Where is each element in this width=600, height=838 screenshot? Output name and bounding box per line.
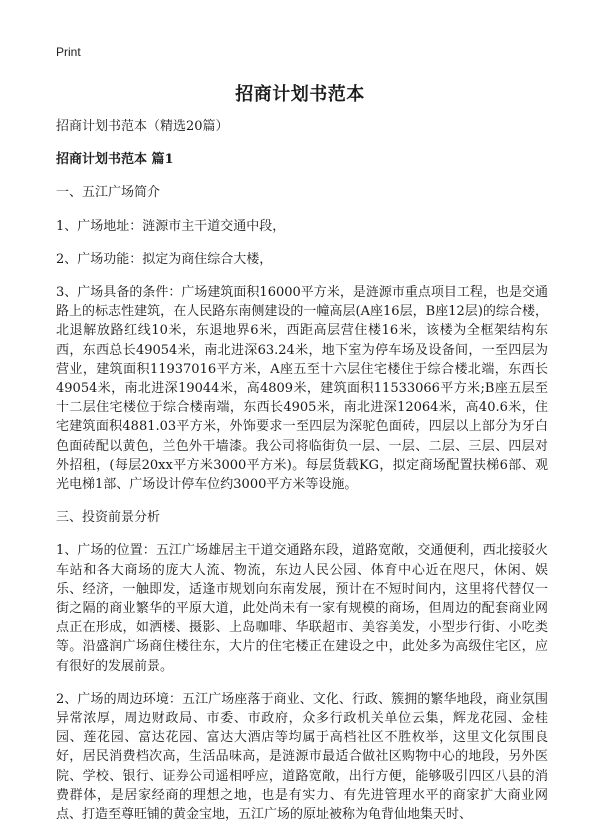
- page-title: 招商计划书范本: [235, 84, 365, 105]
- article-heading: 招商计划书范本 篇1: [56, 152, 174, 168]
- paragraph: 1、广场地址：涟源市主干道交通中段，: [56, 218, 286, 234]
- section-heading: 三、投资前景分析: [56, 510, 161, 526]
- document-body: [56, 117, 548, 838]
- paragraph: 3、广场具备的条件：广场建筑面积16000平方米，是涟源市重点项目工程，也是交通路上的标志性建筑，在人民路东南侧建设的一幢高层(A座16层，B座12层)的综合楼，北退解放路红线10米，东退地界6米，西距高层营住楼16米，该楼为全框架结构东西，东西总长49054米，南北进深63.24米，地下室为停车场及设备间，一至四层为营业，建筑面积11937016平方米，A座五至十六层住宅楼住于综合楼北端，东西长49054米，南北进深19044米，高4809米，建筑面积11533066平方米;B座五层至十二层住宅楼位于综合楼南端，东西长4905米，南北进深12064米，高40.6米，住宅建筑面积4881.03平方米，外饰要求一至四层为深驼色面砖，四层以上部分为牙白色面砖配以黄色，兰色外干墙漆。我公司将临街负一层、一层、二层、三层、四层对外招租，(每层20xx平方米3000平方米)。每层货载KG，拟定商场配置扶梯6部、观光电梯1部、广场设计停车位约3000平方米等设施。: [56, 285, 548, 493]
- paragraph: 2、广场功能：拟定为商住综合大楼，: [56, 251, 273, 267]
- paragraph: 2、广场的周边环境：五江广场座落于商业、文化、行政、簇拥的繁华地段，商业氛围异常浓厚，周边财政局、市委、市政府，众多行政机关单位云集，辉龙花园、金桂园、莲花园、富达花园、富达大酒店等均属于高档社区不胜枚举，这里文化氛围良好，居民消费档次高，生活品味高，是涟源市最适合做社区购物中心的地段，另外医院、学校、银行、证券公司遥相呼应，道路宽敞，出行方便，能够吸引四区八县的消费群体，是居家经商的理想之地，也是有实力、有先进管理水平的商家扩大商业网点、打造至尊旺铺的黄金宝地，五江广场的原址被称为龟背仙地集天时、: [56, 691, 548, 823]
- paragraph: 1、广场的位置：五江广场雄居主干道交通路东段，道路宽敞，交通便利，西北接驳火车站和各大商场的庞大人流、物流，东边人民公园、体育中心近在咫尺，休闲、娱乐、经济，一触即发，适逢市规划向东南发展，预计在不短时间内，这里将代替仅一街之隔的商业繁华的平原大道，此处尚未有一家有规模的商场，但周边的配套商业网点正在形成，如洒楼、摄影、上岛咖啡、华联超市、美容美发，小型步行街、小吃类等。沿盛润广场商住楼往东，大片的住宅楼正在建设之中，此处多为高级住宅区，应有很好的发展前景。: [56, 543, 548, 674]
- section-heading: 一、五江广场简介: [56, 185, 161, 201]
- print-label: Print: [56, 45, 81, 59]
- document-subtitle: 招商计划书范本（精选20篇）: [56, 119, 229, 134]
